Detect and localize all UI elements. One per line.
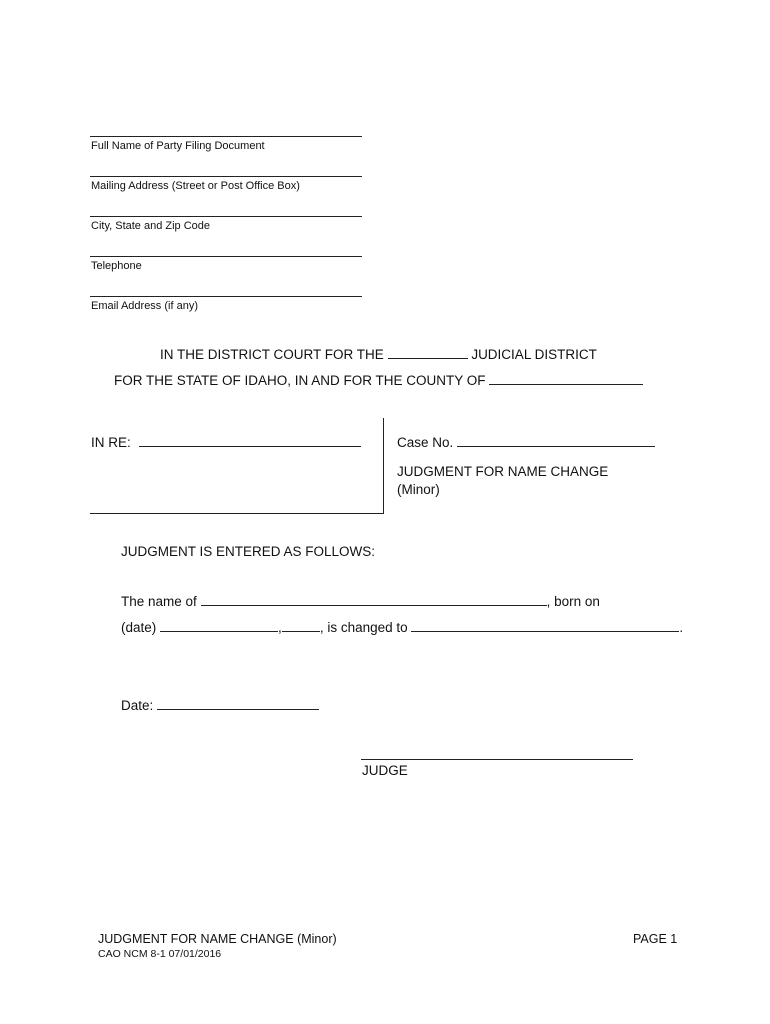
signature-date-label: Date: xyxy=(121,698,154,713)
in-re-blank[interactable] xyxy=(139,434,361,447)
telephone-field-line[interactable] xyxy=(90,256,362,257)
judge-signature-line[interactable] xyxy=(361,759,633,760)
county-blank[interactable] xyxy=(489,372,643,385)
signature-date-row xyxy=(121,697,319,713)
in-re-row xyxy=(91,434,361,450)
document-subtitle: (Minor) xyxy=(397,482,440,497)
court-heading-line2 xyxy=(114,372,643,388)
judge-label: JUDGE xyxy=(362,763,408,778)
footer-form-title: JUDGMENT FOR NAME CHANGE (Minor) xyxy=(98,932,337,946)
document-title: JUDGMENT FOR NAME CHANGE xyxy=(397,464,609,479)
new-name-blank[interactable] xyxy=(411,619,679,632)
telephone-label: Telephone xyxy=(91,260,142,272)
changed-to-label: , is changed to xyxy=(319,620,408,635)
full-name-field-line[interactable] xyxy=(90,136,362,137)
signature-date-blank[interactable] xyxy=(157,697,319,710)
footer-form-code: CAO NCM 8-1 07/01/2016 xyxy=(98,948,222,960)
city-state-zip-field-line[interactable] xyxy=(90,216,362,217)
date-label: (date) xyxy=(121,620,157,635)
full-name-label: Full Name of Party Filing Document xyxy=(91,140,265,152)
born-on-label: , born on xyxy=(546,594,600,609)
minor-current-name-blank[interactable] xyxy=(201,593,547,606)
case-no-label: Case No. xyxy=(397,435,454,450)
mailing-address-field-line[interactable] xyxy=(90,176,362,177)
case-no-blank[interactable] xyxy=(457,434,655,447)
name-of-label: The name of xyxy=(121,594,197,609)
judgment-intro: JUDGMENT IS ENTERED AS FOLLOWS: xyxy=(121,544,376,559)
in-re-label: IN RE: xyxy=(91,435,131,450)
name-of-row xyxy=(121,593,600,609)
case-no-row xyxy=(397,434,655,450)
footer-page-number: PAGE 1 xyxy=(633,932,678,946)
caption-vertical-divider xyxy=(383,418,384,514)
court-heading-prefix: IN THE DISTRICT COURT FOR THE xyxy=(160,347,384,362)
judicial-district-blank[interactable] xyxy=(388,346,468,359)
caption-bottom-rule xyxy=(90,513,384,514)
date-comma: , xyxy=(278,620,282,635)
birth-date-blank[interactable] xyxy=(160,619,278,632)
county-prefix: FOR THE STATE OF IDAHO, IN AND FOR THE COUNTY OF xyxy=(114,373,486,388)
birth-year-blank[interactable] xyxy=(282,619,320,632)
court-heading-line1 xyxy=(160,346,597,362)
city-state-zip-label: City, State and Zip Code xyxy=(91,220,211,232)
email-label: Email Address (if any) xyxy=(91,300,198,312)
mailing-address-label: Mailing Address (Street or Post Office Box) xyxy=(91,180,300,192)
court-heading-suffix: JUDICIAL DISTRICT xyxy=(471,347,597,362)
email-field-line[interactable] xyxy=(90,296,362,297)
sentence-period: . xyxy=(679,620,684,635)
date-changed-row xyxy=(121,619,683,635)
